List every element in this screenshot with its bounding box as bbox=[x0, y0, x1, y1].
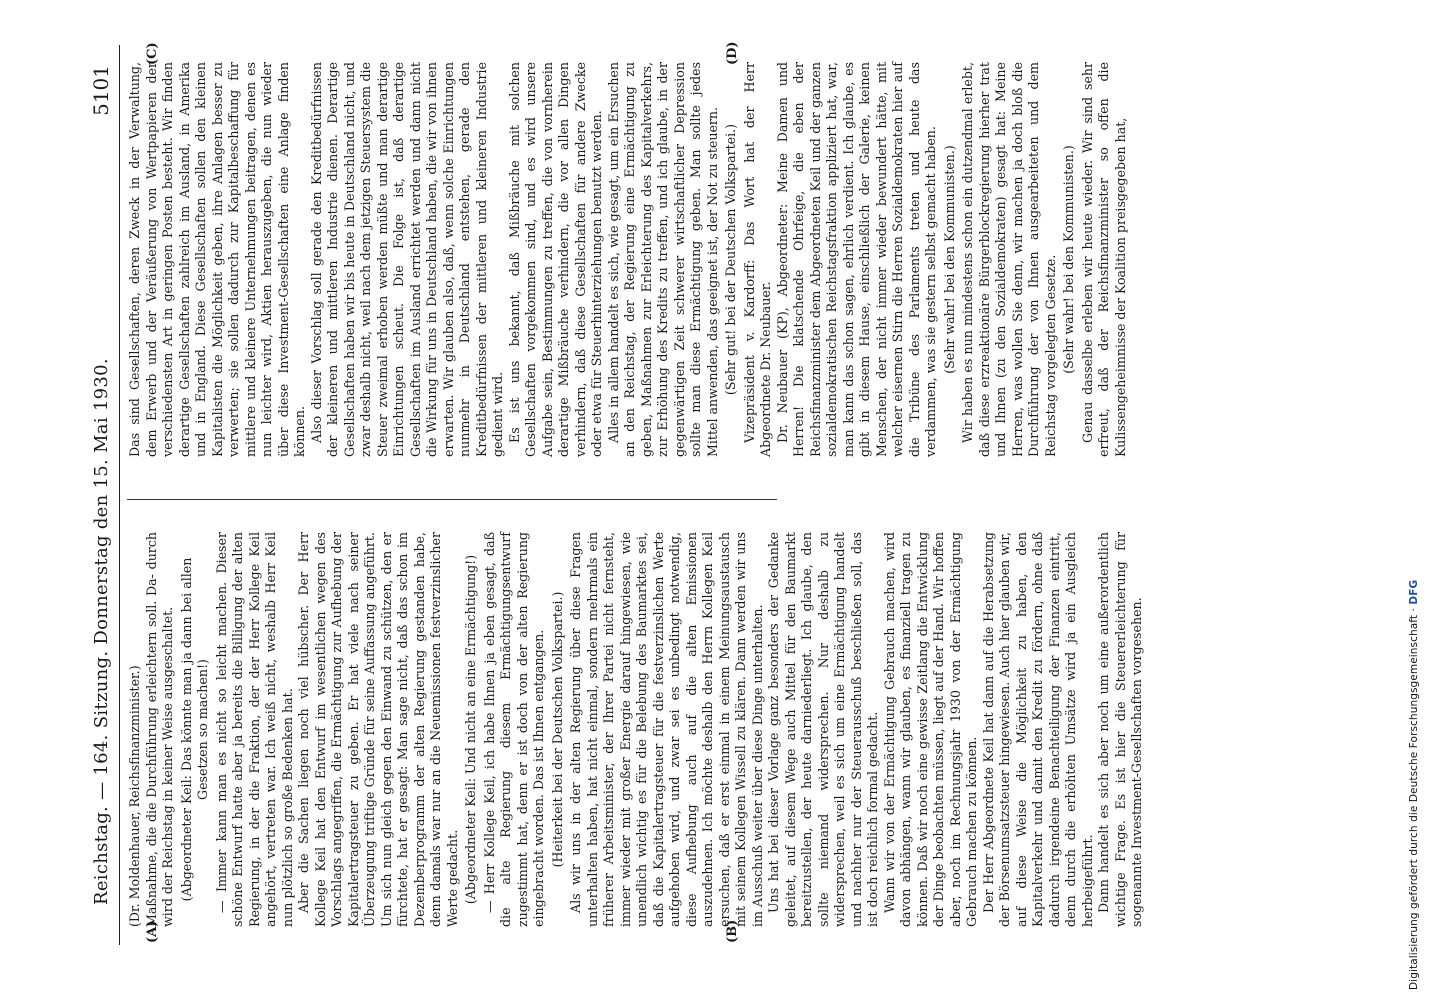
paragraph: Das sind Gesellschaften, deren Zweck in der Verwaltung, dem Erwerb und der Veräußerung von Wertpapieren der verschiedensten Art in geringen Posten besteht. Wir finden derartige Gesellschaften zahlreich im Ausland, in Amerika und in England. Diese Gesellschaften sollen den kleinen Kapitalisten die Möglichkeit geben, ihre Anlagen besser zu verwerten; sie sollen dadurch zur Kapitalbeschaffung für mittlere und kleinere Unternehmungen beitragen, denen es nun leichter wird, Aktien herauszugeben, die nun wieder über diese Investment-Gesellschaften eine Anlage finden können. bbox=[127, 62, 307, 457]
page-header bbox=[85, 45, 120, 945]
paragraph: Also dieser Vorschlag soll gerade den Kreditbedürfnissen der kleineren und mittleren Industrie dienen. Derartige Gesellschaften haben wir bis heute in Deutschland nicht, und zwar deshalb nicht, weil nach dem jetzigen Steuersystem die Steuer zweimal erhoben werden müßte und man derartige Einrichtungen scheut. Die Folge ist, daß derartige Gesellschaften im Ausland errichtet werden und dann nicht die Wirkung für uns in Deutschland haben, die wir von ihnen erwarten. Wir glauben also, daß, wenn solche Einrichtungen nunmehr in Deutschland entstehen, gerade den Kreditbedürfnissen der mittleren und kleineren Industrie gedient wird. bbox=[308, 62, 505, 457]
paragraph: Wir haben es nun mindestens schon ein dutzendmal erlebt, daß diese erzreaktionäre Bürgerblockregierung hierher trat und Ihnen (zu den Sozialdemokraten) gesagt hat: Meine Herren, was wollen Sie denn, wir machen ja doch bloß die Durchführung der von Ihnen ausgearbeiteten und dem Reichstag vorgelegten Gesetze. bbox=[960, 62, 1058, 457]
right-column bbox=[127, 62, 1128, 457]
interjection: (Abgeordneter Keil: Das könnte man ja dann bei allen Gesetzen so machen!) bbox=[178, 557, 210, 902]
paragraph: (Dr. Moldenhauer, Reichsfinanzminister.) bbox=[127, 665, 142, 927]
paragraph: Alles in allem handelt es sich, wie gesagt, um ein Ersuchen an den Reichstag, der Regierung eine Ermächtigung zu geben, Maßnahmen zur Erleichterung des Kapitalverkehrs, zur Erhöhung des Kredits zu treffen, und ich glaube, in der gegenwärtigen Zeit schwerer wirtschaftlicher Depression sollte man diese Ermächtigung geben. Man sollte jedes Mittel anwenden, das geeignet ist, der Not zu steuern. bbox=[605, 62, 720, 457]
margin-mark-d: (D) bbox=[725, 41, 740, 65]
left-column bbox=[127, 532, 1144, 927]
paragraph: Vizepräsident v. Kardorff: Das Wort hat der Herr Abgeordnete Dr. Neubauer. bbox=[741, 62, 773, 457]
interjection: (Sehr wahr! bei den Kommunisten.) bbox=[1061, 145, 1076, 374]
credit-text: Digitalisierung gefördert durch die Deutsche Forschungsgemeinschaft bbox=[1408, 614, 1420, 990]
page-number: 5101 bbox=[89, 65, 113, 116]
paragraph: Es ist uns bekannt, daß Mißbräuche mit solchen Gesellschaften vorgekommen sind, und es wird unsere Aufgabe sein, Bestimmungen zu treffen, die von vornherein derartige Mißbräuche verhindern, die vor allen Dingen verhindern, daß diese Gesellschaften für andere Zwecke oder etwa für Steuerhinterziehungen benutzt werden. bbox=[506, 62, 604, 457]
column-divider bbox=[127, 499, 777, 500]
paragraph: — Immer kann man es nicht so leicht machen. Dieser schöne Entwurf hatte aber ja bereits die Billigung der alten Regierung, in der die Fraktion, der der Herr Kollege Keil angehört, vertreten war. Ich weiß nicht, weshalb Herr Keil nun plötzlich so große Bedenken hat. bbox=[213, 532, 295, 927]
margin-mark-a: (A) bbox=[145, 920, 160, 943]
paragraph: Maßnahme, die die Durchführung erleichtern soll. Da- durch wird der Reichstag in keiner Weise ausgeschaltet. bbox=[143, 532, 175, 927]
interjection: (Heiterkeit bei der Deutschen Volkspartei.) bbox=[549, 591, 565, 868]
dfg-logo: DFG bbox=[1408, 579, 1420, 605]
digitization-credit: Digitalisierung gefördert durch die Deutsche Forschungsgemeinschaft · DFG bbox=[1408, 579, 1420, 990]
margin-mark-c: (C) bbox=[145, 42, 160, 65]
paragraph: Genau dasselbe erleben wir heute wieder. Wir sind sehr erfreut, daß der Reichsfinanzminister so offen die Kulissengeheimnisse der Koalition preisgegeben hat, bbox=[1079, 62, 1128, 457]
running-title: Reichstag. — 164. Sitzung. Donnerstag den 15. Mai 1930. bbox=[91, 358, 112, 905]
rotated-page bbox=[85, 41, 1405, 945]
paragraph: — Herr Kollege Keil, ich habe Ihnen ja eben gesagt, daß die alte Regierung diesem Ermächtigungsentwurf zugestimmt hat, denn er ist doch von der alten Regierung eingebracht worden. Das ist Ihnen entgangen. bbox=[481, 532, 546, 927]
interjection: (Abgeordneter Keil: Und nicht an eine Ermächtigung!) bbox=[463, 554, 478, 905]
margin-mark-b: (B) bbox=[725, 919, 740, 943]
paragraph: Dr. Neubauer (KP), Abgeordneter: Meine Damen und Herren! Die klatschende Ohrfeige, die eben der Reichsfinanzminister dem Abgeordneten Keil und der ganzen sozialdemokratischen Reichstagsfraktion appliziert hat, war, man kann das schon sagen, ehrlich verdient. Ich glaube, es gibt in diesem Hause, einschließlich der Galerie, keinen Menschen, der nicht immer wieder bewundert hätte, mit welcher eisernen Stirn die Herren Sozialdemokraten hier auf die Tribüne des Parlaments treten und heute das verdammen, was sie gestern selbst gemacht haben. bbox=[774, 62, 938, 457]
paragraph: Dann handelt es sich aber noch um eine außerordentlich wichtige Frage. Es ist hier die Steuererleichterung für sogenannte Investment-Gesellschaften vorgesehen. bbox=[1096, 532, 1144, 927]
paragraph: Aber die Sachen liegen noch viel hübscher. Der Herr Kollege Keil hat den Entwurf im wesentlichen wegen des Vorschlags angegriffen, die Ermächtigung zur Aufhebung der Kapitalertragsteuer zu geben. Er hat viele nach seiner Überzeugung triftige Gründe für seine Auffassung angeführt. Um sich nun gleich gegen den Einwand zu schützen, den er fürchtete, hat er gesagt: Man sage nicht, daß das schon im Dezemberprogramm der alten Regierung gestanden habe, denn damals war nur an die Neuemissionen festverzinslicher Werte gedacht. bbox=[296, 532, 460, 927]
interjection: (Sehr wahr! bei den Kommunisten.) bbox=[941, 145, 957, 374]
paragraph: Uns hat bei dieser Vorlage ganz besonders der Gedanke geleitet, auf diesem Wege auch Mittel für den Baumarkt bereitzustellen, der heute darniederliegt. Ich glaube, den sollte niemand widersprechen. Nur deshalb zu widersprechen, weil es sich um eine Ermächtigung handelt und nachher nur der Steuerausschuß beschließen soll, das ist doch reichlich formal gedacht. bbox=[766, 532, 880, 927]
paragraph: Der Herr Abgeordnete Keil hat dann auf die Herabsetzung der Börsenumsatzsteuer hingewiesen. Auch hier glauben wir, auf diese Weise die Möglichkeit zu haben, den Kapitalverkehr und damit den Kredit zu fördern, ohne daß dadurch irgendeine Benachteiligung der Finanzen eintritt, denn durch die erhöhten Umsätze wird ja ein Ausgleich herbeigeführt. bbox=[980, 532, 1095, 927]
paragraph: Wann wir von der Ermächtigung Gebrauch machen, wird davon abhängen, wann wir glauben, es finanziell tragen zu können. Daß wir noch eine gewisse Zeitlang die Entwicklung der Dinge beobachten müssen, liegt auf der Hand. Wir hoffen aber, noch im Rechnungsjahr 1930 von der Ermächtigung Gebrauch machen zu können. bbox=[881, 532, 979, 927]
interjection: (Sehr gut! bei der Deutschen Volkspartei.) bbox=[723, 123, 738, 396]
paragraph: Als wir uns in der alten Regierung über diese Fragen unterhalten haben, hat nicht einmal, sondern mehrmals ein früherer Arbeitsminister, der Ihrer Partei nicht fernsteht, immer wieder mit großer Energie darauf hingewiesen, wie unendlich wichtig es für die Belebung des Baumarktes sei, daß die Kapitalertragsteuer für die festverzinslichen Werte aufgehoben wird, und zwar sei es unbedingt notwendig, diese Aufhebung auch auf die alten Emissionen auszudehnen. Ich möchte deshalb den Herrn Kollegen Keil ersuchen, daß er erst einmal in einem Meinungsaustausch mit seinem Kollegen Wissell zu klären. Dann werden wir uns im Ausschuß weiter über diese Dinge unterhalten. bbox=[568, 532, 765, 927]
